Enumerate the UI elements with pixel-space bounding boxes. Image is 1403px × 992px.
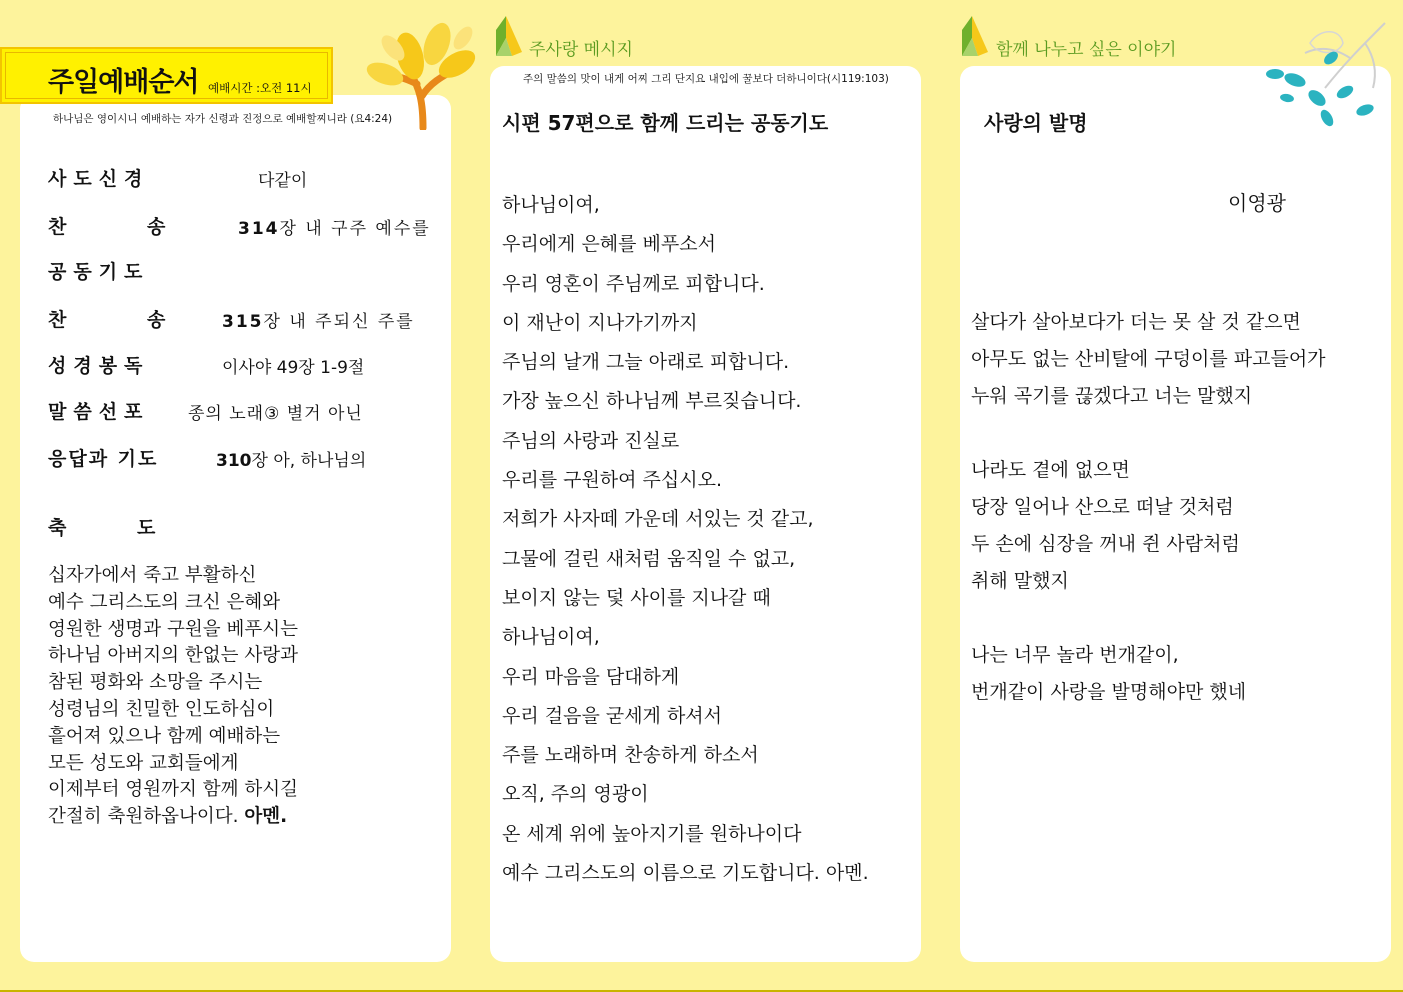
order-value-response: 310장 아, 하나님의 <box>216 451 367 471</box>
poem-author: 이영광 <box>1228 191 1286 215</box>
order-value-hymn1: 314장 내 구주 예수를 <box>238 219 431 239</box>
order-label-sermon: 말씀선포 <box>48 401 150 423</box>
service-time: 예배시간 :오전 11시 <box>208 81 312 95</box>
order-value-sermon: 종의 노래③ 별거 아닌 <box>188 404 363 424</box>
order-value-creed: 다같이 <box>258 171 308 191</box>
prayer-title: 시편 57편으로 함께 드리는 공동기도 <box>502 111 829 135</box>
floral-decoration-icon <box>1265 18 1395 133</box>
poem-text: 살다가 살아보다가 더는 못 살 것 같으면 아무도 없는 산비탈에 구덩이를 파고들어가 누워 곡기를 끊겠다고 너는 말했지 나라도 곁에 없으면 당장 일어나 산으로 떠날 것처럼 두 손에 심장을 꺼내 쥔 사람처럼 취해 말했지 나는 너무 놀라 번개같이, 번개같이 사랑을 발명해야만 했네 <box>971 311 1326 703</box>
prayer-text: 하나님이여, 우리에게 은혜를 베푸소서 우리 영혼이 주님께로 피합니다. 이 재난이 지나가기까지 주님의 날개 그늘 아래로 피합니다. 가장 높으신 하나님께 부르짖습니다. 주님의 사랑과 진실로 우리를 구원하여 주십시오. 저희가 사자떼 가운데 서있는 것 같고, 그물에 걸린 새처럼 움직일 수 없고, 보이지 않는 덫 사이를 지나갈 때 하나님이여, 우리 마음을 담대하게 우리 걸음을 굳세게 하셔서 주를 노래하며 찬송하게 하소서 오직, 주의 영광이 온 세계 위에 높아지기를 원하나이다 예수 그리스도의 이름으로 기도합니다. 아멘. <box>502 194 869 885</box>
order-label-creed: 사도신경 <box>48 168 150 190</box>
header-verse: 하나님은 영이시니 예배하는 자가 신령과 진정으로 예배할찌니라 (요4:24) <box>53 113 393 125</box>
order-value-hymn2: 315장 내 주되신 주를 <box>222 312 415 332</box>
leaf-logo-icon <box>492 12 526 58</box>
order-label-hymn1: 찬 송 <box>48 216 173 238</box>
order-label-reading: 성경봉독 <box>48 355 150 377</box>
order-label-response: 응답과 기도 <box>48 448 159 470</box>
story-heading: 함께 나누고 싶은 이야기 <box>996 40 1177 60</box>
page-title: 주일예배순서 <box>48 67 199 98</box>
order-label-hymn2: 찬 송 <box>48 309 173 331</box>
blessing-label: 축 도 <box>48 517 163 539</box>
poem-title: 사랑의 발명 <box>984 111 1088 135</box>
order-value-reading: 이사야 49장 1-9절 <box>222 358 365 378</box>
leaf-logo-icon <box>958 12 992 58</box>
message-verse: 주의 말씀의 맛이 내게 어찌 그리 단지요 내입에 꿀보다 더하니이다(시119:103) <box>523 73 889 85</box>
blessing-text: 십자가에서 죽고 부활하신 예수 그리스도의 크신 은혜와 영원한 생명과 구원을 베푸시는 하나님 아버지의 한없는 사랑과 참된 평화와 소망을 주시는 성령님의 친밀한 인도하심이 흩어져 있으나 함께 예배하는 모든 성도와 교회들에게 이제부터 영원까지 함께 하시길 간절히 축원하옵나이다. 아멘. <box>48 565 298 828</box>
order-label-prayer: 공동기도 <box>48 261 150 283</box>
message-heading: 주사랑 메시지 <box>529 40 633 60</box>
